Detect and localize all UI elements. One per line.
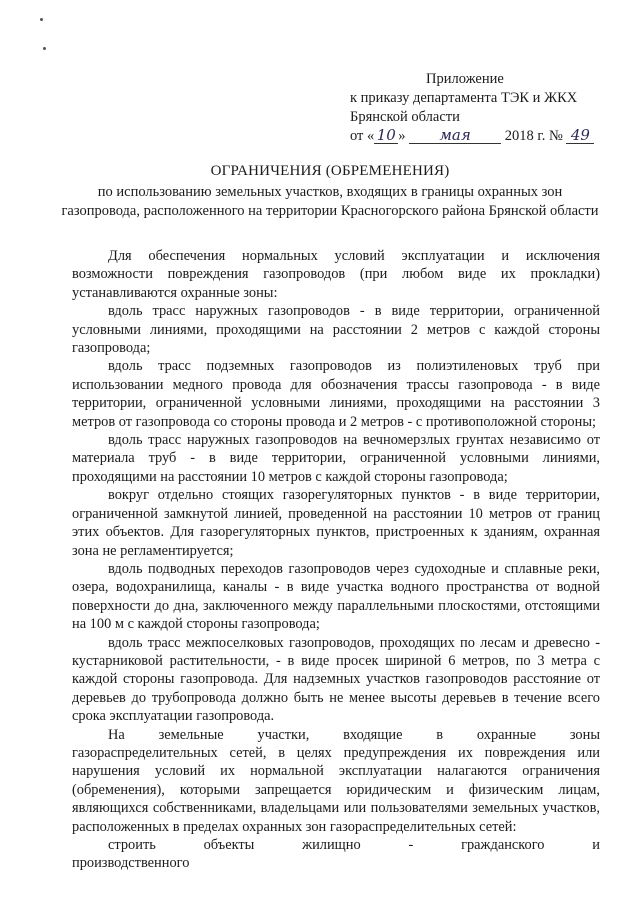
paragraph: вокруг отдельно стоящих газорегуляторных пунктов - в виде территории, ограниченной замкнутой линией, проведенной на расстоянии 10 метров от границ этих объектов. Для газорегуляторных пунктов, пристроенных к зданиям, охранная зона не регламентируется; (72, 487, 600, 559)
paragraph-rest: газораспределительных сетей, в целях предупреждения их повреждения или нарушения условий их нормальной эксплуатации налагаются ограничения (обременения), которыми запрещается юридическим и физическим лицам, являющихся собственниками, владельцами или пользователями земельных участков, расположенных в пределах охранных зон газораспределительных сетей: (72, 744, 600, 835)
paragraph: вдоль трасс межпоселковых газопроводов, проходящих по лесам и древесно - кустарниковой растительности, - в виде просек шириной 6 метров, по 3 метра с каждой стороны газопровода. Для надземных участков газопроводов расстояние от деревьев до трубопровода должно быть не менее высоты деревьев в течение всего срока эксплуатации газопровода. (72, 634, 600, 725)
date-day: 10 (374, 128, 398, 144)
date-month: мая (409, 128, 501, 144)
date-quote-close: » (398, 128, 406, 144)
paragraph (72, 726, 600, 836)
scan-speck (40, 18, 43, 21)
paragraph: вдоль трасс наружных газопроводов на вечномерзлых грунтах независимо от материала труб - в виде территории, ограниченной условными линиями, проходящими на расстоянии 10 метров с каждой стороны газопровода; (72, 432, 600, 485)
order-number: 49 (566, 128, 594, 144)
appendix-region: Брянской области (350, 109, 460, 125)
paragraph: вдоль трасс наружных газопроводов - в виде территории, ограниченной условными линиями, проходящими на расстоянии 2 метров с каждой стороны газопровода; (72, 303, 600, 357)
appendix-date-line (350, 127, 610, 146)
paragraph: Для обеспечения нормальных условий эксплуатации и исключения возможности повреждения газопроводов (при любом виде их прокладки) устанавливаются охранные зоны: (72, 248, 600, 301)
paragraph-lead: На земельные участки, входящие в охранные зоны (108, 726, 600, 743)
paragraph: вдоль трасс подземных газопроводов из полиэтиленовых труб при использовании медного провода для обозначения трассы газопровода - в виде территории, ограниченной условными линиями, проходящими на расстоянии 3 метров от газопровода со стороны провода и 2 метров - с противоположной стороны; (72, 358, 600, 430)
document-body (72, 247, 600, 873)
appendix-label: Приложение (426, 71, 504, 87)
paragraph: вдоль подводных переходов газопроводов через судоходные и сплавные реки, озера, водохранилища, каналы - в виде участка водного пространства от водной поверхности до дна, заключенного между параллельными плоскостями, отстоящими на 100 м с каждой стороны газопровода; (72, 560, 600, 633)
paragraph-last-line: строить объекты жилищно - гражданского и производственного (72, 837, 600, 872)
date-year: 2018 г. № (504, 128, 563, 144)
scan-speck (43, 47, 46, 50)
document-title: ОГРАНИЧЕНИЯ (ОБРЕМЕНЕНИЯ) (210, 163, 450, 179)
appendix-stamp (350, 70, 610, 146)
date-prefix: от « (350, 128, 375, 144)
document-subtitle: по использованию земельных участков, входящих в границы охранных зон газопровода, расположенного на территории Красногорского района Брянской области (61, 184, 599, 219)
appendix-order-ref: к приказу департамента ТЭК и ЖКХ (350, 90, 578, 106)
